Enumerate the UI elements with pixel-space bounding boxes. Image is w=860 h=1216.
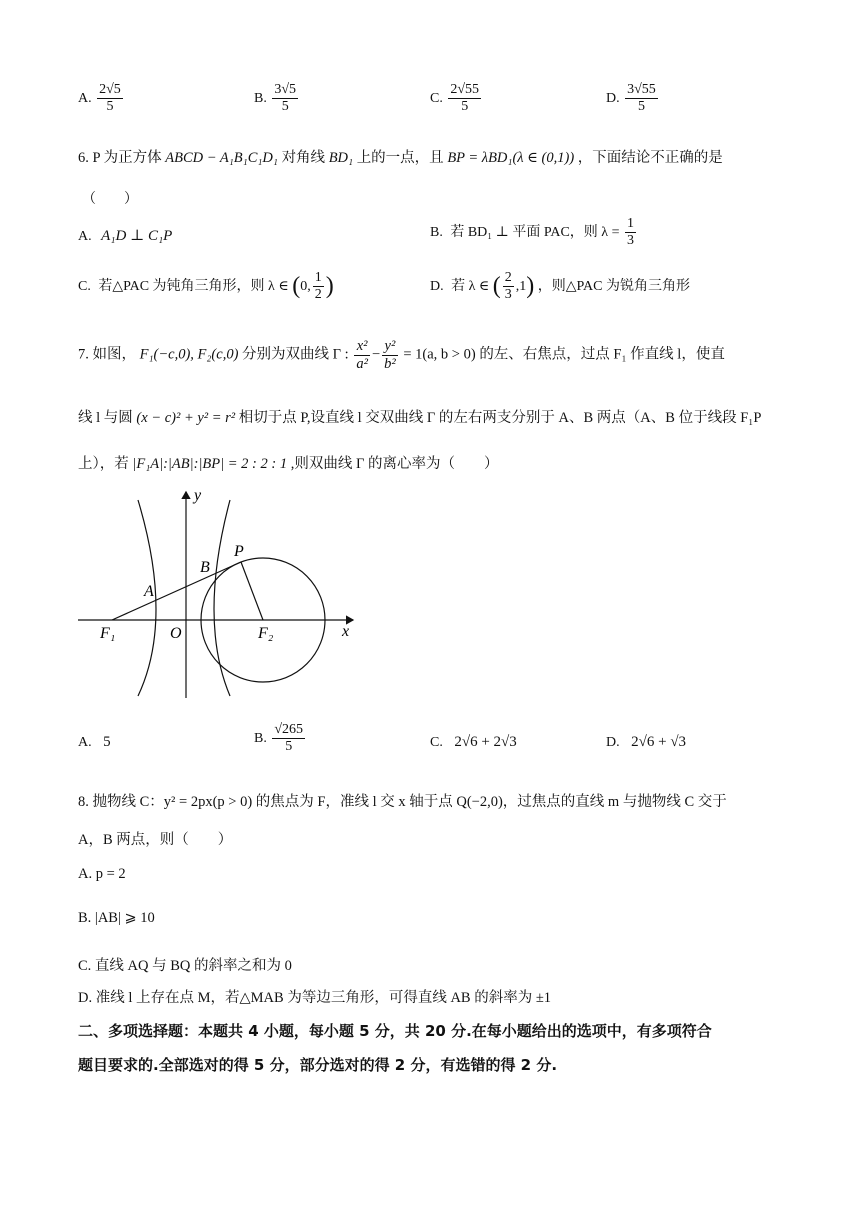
radius-pf2 xyxy=(241,562,263,620)
diagonal: BD₁ xyxy=(328,150,354,166)
label-o: O xyxy=(170,625,182,642)
q8-option-d: D. 准线 l 上存在点 M，若△MAB 为等边三角形，可得直线 AB 的斜率为 ±1 xyxy=(78,990,552,1006)
condition: BP = λBD₁(λ ∈ (0,1)) xyxy=(447,150,575,166)
option-label: A. xyxy=(78,735,92,750)
numerator: 1 xyxy=(625,216,636,233)
q8-line-1: 8. 抛物线 C：y² = 2px(p > 0) 的焦点为 F，准线 l 交 x 轴于点 Q(−2,0)，过焦点的直线 m 与抛物线 C 交于 xyxy=(78,794,727,810)
q8-option-a: A. p = 2 xyxy=(78,866,126,882)
denominator: 3 xyxy=(504,287,512,303)
stem-text: 线 l 与圆 xyxy=(78,410,133,426)
q7-line-1: 7. 如图， F₁(−c,0), F₂(c,0) 分别为双曲线 Γ : $\frac{\text{x²}}{\text{a²}}$ − $\frac{\text{y²}}{\text{b²}}$ = 1(a, b > 0) 的左、右焦点，过点 F₁ 作直线 l，使直 xyxy=(78,338,725,372)
q6-option-a xyxy=(78,226,172,245)
numerator: y² xyxy=(382,338,398,356)
label-p: P xyxy=(234,543,244,560)
option-label: C. xyxy=(78,278,91,294)
fraction xyxy=(272,722,305,755)
stem-text: ,则双曲线 Γ 的离心率为（ ） xyxy=(290,456,499,472)
stem-text: 相切于点 P,设直线 l 交双曲线 Γ 的左右两支分别于 A、B 两点（A、B 位于线段 F₁P xyxy=(238,410,762,426)
denominator: 5 xyxy=(637,99,645,115)
q5-option-b xyxy=(254,82,300,115)
fraction xyxy=(313,270,324,303)
option-label: D. xyxy=(430,278,444,294)
fraction xyxy=(354,338,370,372)
denominator: 2 xyxy=(314,287,322,303)
numerator: 3√5 xyxy=(272,82,298,99)
stem-text: 上），若 xyxy=(78,456,129,472)
interval-upper: ,1 xyxy=(515,278,527,294)
denominator: 5 xyxy=(461,99,469,115)
label-f2: F₂ xyxy=(258,625,274,642)
equation-tail: = 1(a, b > 0) xyxy=(403,346,476,363)
q5-option-c xyxy=(430,82,483,115)
q6-option-d xyxy=(430,270,690,303)
stem-text: ，下面结论不正确的是 xyxy=(577,150,723,166)
q6-stem xyxy=(78,146,723,167)
q6-paren: （ ） xyxy=(82,192,138,207)
option-label: D. xyxy=(606,735,620,750)
option-text: 若 BD₁ ⊥ 平面 PAC，则 λ = xyxy=(450,224,620,240)
q7-option-a xyxy=(78,734,111,751)
denominator: 5 xyxy=(106,99,114,115)
denominator: a² xyxy=(356,355,368,372)
section-2-heading-line-2: 题目要求的.全部选对的得 5 分，部分选对的得 2 分，有选错的得 2 分. xyxy=(78,1056,558,1074)
numerator: 2 xyxy=(503,270,514,287)
right-paren-icon: ) xyxy=(526,273,535,300)
numerator: 2√55 xyxy=(448,82,481,99)
option-label: A. xyxy=(78,90,92,106)
fraction xyxy=(382,338,398,372)
foci: F₁(−c,0), F₂(c,0) xyxy=(139,346,239,363)
fraction xyxy=(272,82,298,115)
cube-name: ABCD − A₁B₁C₁D₁ xyxy=(165,150,278,166)
option-label: B. xyxy=(254,730,267,746)
option-text: 2√6 + √3 xyxy=(631,734,687,750)
option-text: A₁D ⊥ C₁P xyxy=(101,228,173,244)
stem-text: 分别为双曲线 xyxy=(242,346,330,363)
label-f1: F₁ xyxy=(100,625,116,642)
q8-option-c: C. 直线 AQ 与 BQ 的斜率之和为 0 xyxy=(78,958,292,974)
q7-option-d xyxy=(606,734,686,751)
option-text: 若△PAC 为钝角三角形，则 λ ∈ xyxy=(98,278,289,294)
numerator: 1 xyxy=(313,270,324,287)
numerator: 3√55 xyxy=(625,82,658,99)
option-text: 2√6 + 2√3 xyxy=(454,734,517,750)
fraction xyxy=(448,82,481,115)
left-paren-icon: ( xyxy=(292,273,301,300)
denominator: 5 xyxy=(285,739,293,755)
denominator: 5 xyxy=(281,99,289,115)
q8-line-2: A，B 两点，则（ ） xyxy=(78,832,233,848)
fraction xyxy=(97,82,123,115)
fraction xyxy=(625,216,636,249)
line-l xyxy=(112,562,241,620)
stem-text: 对角线 xyxy=(281,150,326,166)
q5-option-d xyxy=(606,82,660,115)
label-x: x xyxy=(342,623,350,640)
denominator: b² xyxy=(384,355,396,372)
question-number: 6. xyxy=(78,150,89,166)
label-b: B xyxy=(200,559,210,576)
stem-text: 的左、右焦点，过点 F₁ 作直线 l，使直 xyxy=(479,346,725,363)
q6-option-c xyxy=(78,270,334,303)
option-label: C. xyxy=(430,90,443,106)
fraction xyxy=(503,270,514,303)
option-label: C. xyxy=(430,735,443,750)
denominator: 3 xyxy=(626,233,634,249)
option-text: 若 λ ∈ xyxy=(451,278,490,294)
option-text: 5 xyxy=(103,734,111,750)
numerator: 2√5 xyxy=(97,82,123,99)
interval-lower: 0, xyxy=(300,278,311,294)
label-y: y xyxy=(194,487,202,504)
question-number: 7. xyxy=(78,346,89,363)
stem-text: P 为正方体 xyxy=(92,150,162,166)
label-a: A xyxy=(144,583,154,600)
option-label: B. xyxy=(254,90,267,106)
option-label: A. xyxy=(78,229,92,244)
option-label: D. xyxy=(606,90,620,106)
numerator: x² xyxy=(354,338,370,356)
numerator: √265 xyxy=(272,722,305,739)
q7-line-2 xyxy=(78,406,761,427)
stem-text: 如图， xyxy=(92,346,136,363)
fraction xyxy=(625,82,658,115)
hyperbola-figure xyxy=(70,486,370,706)
q7-option-c xyxy=(430,734,517,751)
option-label: B. xyxy=(430,224,443,240)
left-paren-icon: ( xyxy=(492,273,501,300)
q7-option-b xyxy=(254,722,307,755)
q8-option-b: B. |AB| ⩾ 10 xyxy=(78,910,155,926)
gamma-symbol: Γ : xyxy=(332,346,349,363)
q7-line-3 xyxy=(78,452,498,473)
stem-text: 上的一点，且 xyxy=(356,150,444,166)
circle-equation: (x − c)² + y² = r² xyxy=(136,410,236,426)
q5-option-a xyxy=(78,82,125,115)
option-text: ，则△PAC 为锐角三角形 xyxy=(537,278,690,294)
q6-option-b xyxy=(430,216,638,249)
section-2-heading-line-1: 二、多项选择题：本题共 4 小题，每小题 5 分，共 20 分.在每小题给出的选项中，有多项符合 xyxy=(78,1022,712,1040)
ratio: |F₁A|:|AB|:|BP| = 2 : 2 : 1 xyxy=(132,456,288,472)
right-paren-icon: ) xyxy=(325,273,334,300)
